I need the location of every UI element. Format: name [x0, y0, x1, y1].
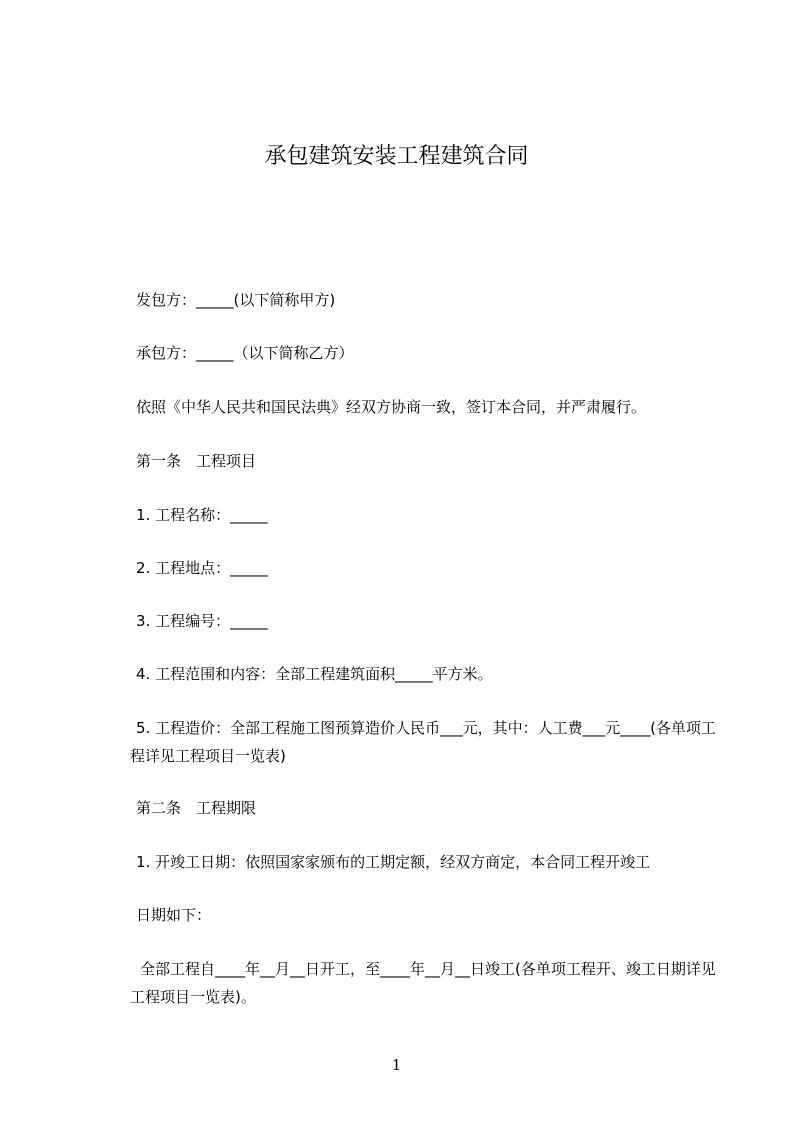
period-detail-paragraph: 全部工程自____年__月__日开工，至____年__月__日竣工(各单项工程开、竣工日期详见工程项目一览表)。 [130, 960, 716, 1006]
project-item-name: 1. 工程名称：_____ [136, 506, 268, 524]
project-item-number: 3. 工程编号：_____ [136, 612, 268, 630]
article-2-heading: 第二条 工程期限 [136, 799, 257, 817]
article-1-heading: 第一条 工程项目 [136, 452, 257, 470]
project-item-scope: 4. 工程范围和内容：全部工程建筑面积_____平方米。 [136, 665, 493, 683]
party-a-line: 发包方：_____(以下简称甲方) [136, 291, 336, 309]
project-item-location: 2. 工程地点：_____ [136, 559, 268, 577]
contract-basis-paragraph: 依照《中华人民共和国民法典》经双方协商一致，签订本合同，并严肃履行。 [136, 398, 647, 416]
document-title: 承包建筑安装工程建筑合同 [264, 144, 529, 169]
project-item-cost: 5. 工程造价：全部工程施工图预算造价人民币___元，其中：人工费___元____(各单项工程详见工程项目一览表) [130, 719, 716, 765]
page-number: 1 [391, 1056, 402, 1074]
period-item-1-continued: 日期如下： [136, 906, 212, 924]
party-b-line: 承包方：_____（以下简称乙方） [136, 344, 354, 362]
period-item-1: 1. 开竣工日期：依照国家家颁布的工期定额，经双方商定，本合同工程开竣工 [136, 853, 651, 871]
